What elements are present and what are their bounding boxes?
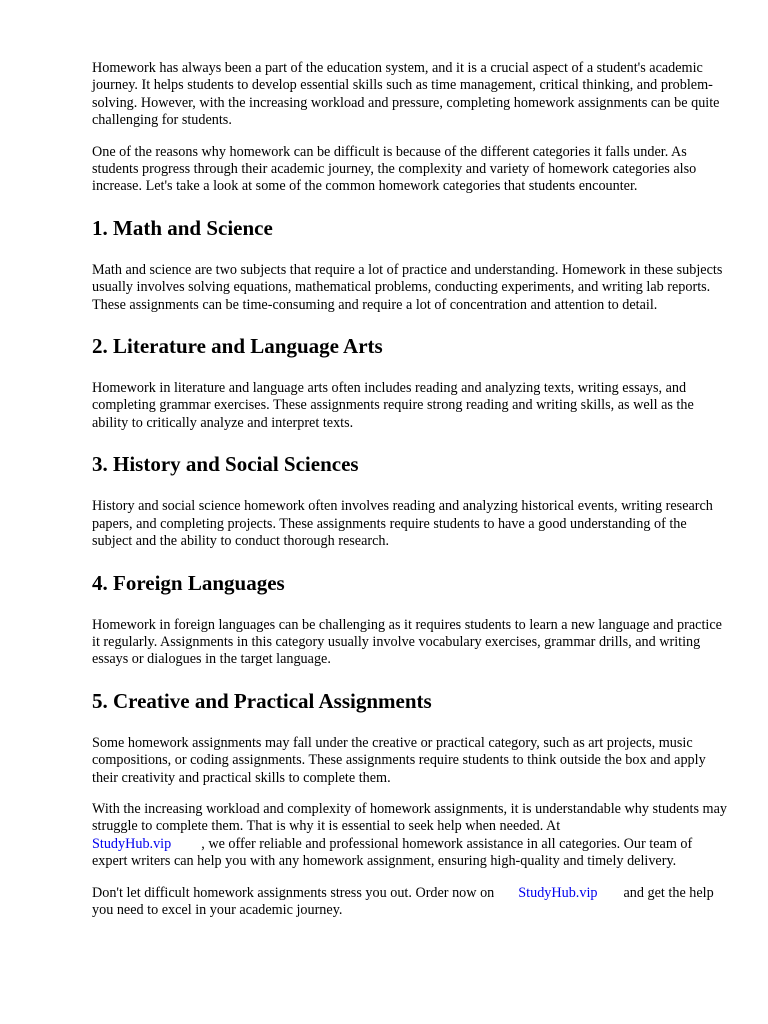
closing-paragraph-2 (92, 885, 728, 920)
closing-1-text-before: With the increasing workload and complexity of homework assignments, it is understandable why students may struggle to complete them. That is why it is essential to seek help when needed. At (92, 800, 727, 835)
section-body-math-science: Math and science are two subjects that require a lot of practice and understanding. Homework in these subjects usually involves solving equations, mathematical problems, conducting experiments, and writing lab reports. These assignments can be time-consuming and require a lot of concentration and attention to detail. (92, 261, 723, 313)
section-body-history: History and social science homework often involves reading and analyzing historical events, writing research papers, and completing projects. These assignments require students to have a good understanding of the subject and the ability to conduct thorough research. (92, 498, 713, 550)
section-body-literature: Homework in literature and language arts often includes reading and analyzing texts, writing essays, and completing grammar exercises. These assignments require strong reading and writing skills, as well as the ability to critically analyze and interpret texts. (92, 380, 694, 431)
section-body-foreign-languages: Homework in foreign languages can be challenging as it requires students to learn a new language and practice it regularly. Assignments in this category usually involve vocabulary exercises, grammar drills, and writing essays or dialogues in the target language. (92, 616, 722, 668)
document-body (92, 60, 728, 933)
closing-paragraph-1 (92, 801, 728, 871)
section-heading-history: 3. History and Social Sciences (92, 452, 359, 477)
closing-2-text-before: Don't let difficult homework assignments stress you out. Order now on (92, 884, 495, 901)
studyhub-link-2[interactable]: StudyHub.vip (518, 884, 598, 901)
intro-paragraph-1: Homework has always been a part of the education system, and it is a crucial aspect of a student's academic journey. It helps students to develop essential skills such as time management, critical thinking, and problem-solving. However, with the increasing workload and pressure, completing homework assignments can be quite challenging for students. (92, 60, 720, 129)
intro-paragraph-2: One of the reasons why homework can be difficult is because of the different categories it falls under. As students progress through their academic journey, the complexity and variety of homework categories also increase. Let's take a look at some of the common homework categories that students encounter. (92, 143, 697, 195)
studyhub-link-1[interactable]: StudyHub.vip (92, 835, 172, 852)
section-heading-creative: 5. Creative and Practical Assignments (92, 688, 432, 713)
section-heading-literature: 2. Literature and Language Arts (92, 334, 383, 359)
section-heading-foreign-languages: 4. Foreign Languages (92, 570, 285, 595)
section-body-creative: Some homework assignments may fall under the creative or practical category, such as art projects, music compositions, or coding assignments. These assignments require students to think outside the box and apply their creativity and practical skills to complete them. (92, 734, 706, 786)
closing-1-text-after: , we offer reliable and professional homework assistance in all categories. Our team of expert writers can help you with any homework assignment, ensuring high-quality and timely delivery. (92, 835, 693, 870)
closing-2-text-after: and get the help you need to excel in your academic journey. (92, 884, 714, 918)
section-heading-math-science: 1. Math and Science (92, 215, 273, 240)
